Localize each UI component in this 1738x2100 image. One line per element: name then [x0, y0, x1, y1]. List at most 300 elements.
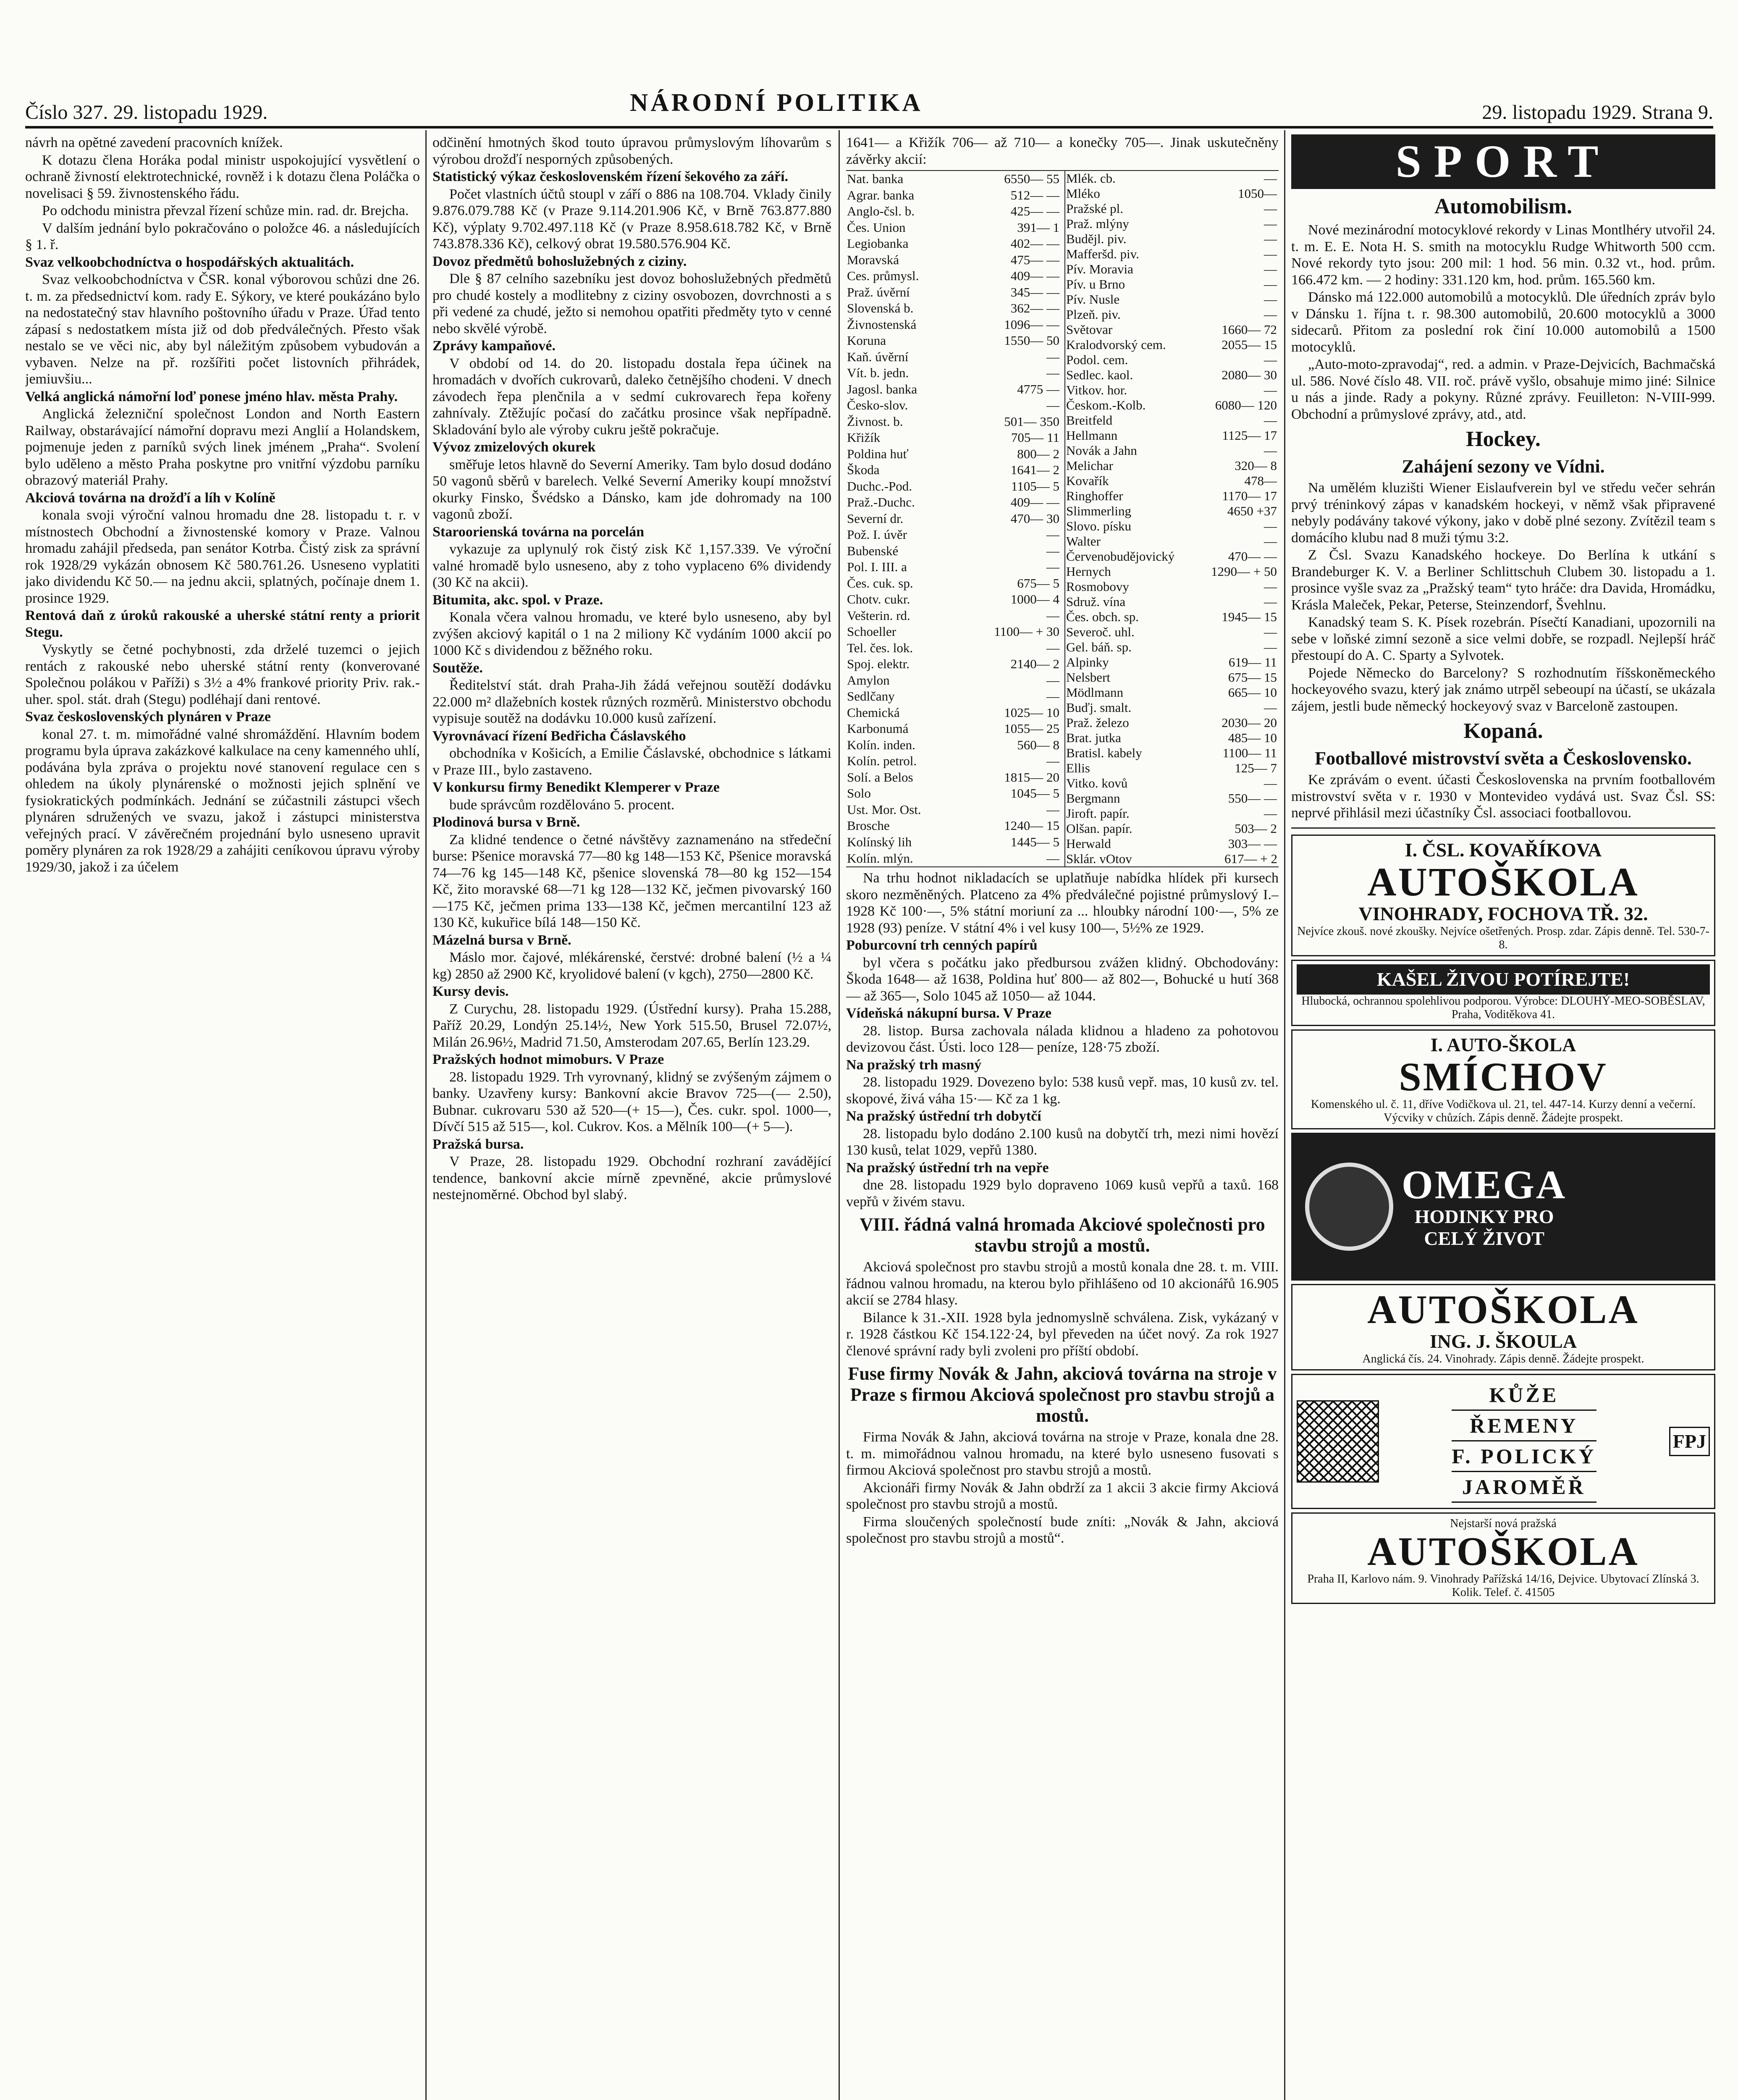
table-row — [846, 365, 1060, 381]
article-heading: Vyrovnávací řízení Bedřicha Čáslavského — [433, 728, 686, 744]
column-4 — [1291, 134, 1715, 2100]
table-row — [1065, 262, 1278, 277]
table-row — [1065, 488, 1278, 504]
stock-price: — — [1046, 559, 1059, 575]
paragraph: Firma sloučených společností bude zníti: „Novák & Jahn, akciová společnost pro stavbu strojů a mostů“. — [846, 1514, 1279, 1546]
stock-name: Jiroft. papír. — [1066, 806, 1130, 821]
table-row — [846, 414, 1060, 430]
paragraph: bude správcům rozdělováno 5. procent. — [449, 797, 675, 813]
stock-price: — — [1264, 352, 1277, 367]
stock-price: 1045— 5 — [1010, 786, 1059, 801]
stock-price: — — [1264, 413, 1277, 428]
table-row — [1065, 549, 1278, 564]
stock-name: Podol. cem. — [1066, 352, 1128, 367]
issue-number: Číslo 327. 29. listopadu 1929. — [25, 101, 268, 123]
ad-line: CELÝ ŽIVOT — [1424, 1227, 1544, 1249]
ad-headline: KAŠEL ŽIVOU POTÍREJTE! — [1297, 964, 1710, 995]
stock-price: 1105— 5 — [1011, 478, 1059, 494]
table-row — [846, 511, 1060, 527]
table-row — [1065, 594, 1278, 609]
stock-price: 1550— 50 — [1004, 333, 1059, 348]
paragraph: Kanadský team S. K. Písek rozebrán. Písečtí Kanadiani, upozornili na sebe v loňské zimní sezoně a sice velmi dobře, se rozpadl. Nejlepší hráč přestoupí do A. C. Sparty a Sylvotek. — [1291, 614, 1715, 663]
stock-name: Gel. báň. sp. — [1066, 640, 1132, 654]
ad-line: ŘEMENY — [1452, 1411, 1596, 1441]
stock-price: — — [1264, 201, 1277, 216]
table-row — [846, 494, 1060, 511]
stock-price: 2080— 30 — [1222, 368, 1277, 382]
article-heading: Na pražský trh masný — [846, 1057, 982, 1073]
ad-line: I. ČSL. KOVAŘÍKOVA — [1405, 839, 1602, 861]
stock-name: Vít. b. jedn. — [847, 365, 909, 381]
table-row — [1065, 307, 1278, 322]
table-row — [846, 769, 1060, 786]
section-title: Fuse firmy Novák & Jahn, akciová továrna na stroje v Praze s firmou Akciová společnost pro stavbu strojů a mostů. — [848, 1363, 1277, 1426]
stock-name: Walter — [1066, 534, 1101, 549]
stock-name: Kolín. inden. — [847, 737, 915, 752]
advertisement-autoskola-smichov — [1291, 1029, 1715, 1129]
table-row — [846, 737, 1060, 753]
paragraph: Akciová společnost pro stavbu strojů a mostů konala dne 28. t. m. VIII. řádnou valnou hromadu, na kterou bylo přihlášeno od 10 akcionářů 16.905 akcií se 2784 hlasy. — [846, 1259, 1279, 1308]
stock-name: Brat. jutka — [1066, 730, 1121, 745]
table-row — [1065, 806, 1278, 821]
article-heading: Pražských hodnot mimoburs. V Praze — [433, 1052, 664, 1067]
stock-name: Kolín. petrol. — [847, 753, 917, 769]
header-rule — [25, 126, 1713, 129]
stock-name: Bratisl. kabely — [1066, 746, 1142, 760]
stock-price: 501— 350 — [1004, 414, 1059, 429]
paragraph: V dalším jednání bylo pokračováno o položce 46. a následujících § 1. ř. — [25, 220, 420, 252]
column-divider — [839, 130, 840, 2100]
stock-price: 1050— — [1238, 186, 1277, 201]
paragraph: Ředitelství stát. drah Praha-Jih žádá veřejnou soutěží dodávku 22.000 m² dlažebních kostek různých rozměrů. Ministerstvo obchodu vypisuje soutěž na dodávku 10.000 kusů zařízení. — [433, 677, 831, 726]
table-row — [1065, 776, 1278, 791]
stock-name: Brosche — [847, 818, 890, 833]
stock-price: 2030— 20 — [1222, 715, 1277, 730]
stock-price: 550— — — [1228, 791, 1277, 806]
table-row — [1065, 670, 1278, 685]
stock-name: Koruna — [847, 333, 886, 348]
date-page-number: 29. listopadu 1929. Strana 9. — [1482, 101, 1713, 123]
stock-name: Živnostenská — [847, 317, 917, 332]
table-row — [846, 850, 1060, 866]
article-heading: Pražská bursa. — [433, 1136, 524, 1152]
stock-price: 125— 7 — [1235, 761, 1277, 775]
stock-price: 2140— 2 — [1010, 656, 1059, 672]
stock-name: Solí. a Belos — [847, 769, 913, 785]
stock-price: 1096— — — [1004, 317, 1059, 332]
table-row — [1065, 836, 1278, 851]
ad-line: HODINKY PRO — [1414, 1205, 1554, 1227]
table-row — [846, 559, 1060, 575]
article-heading: Velká anglická námořní loď ponese jméno hlav. města Prahy. — [25, 388, 398, 404]
table-row — [846, 705, 1060, 721]
stock-name: Křižík — [847, 430, 881, 445]
article-heading: Bitumita, akc. spol. v Praze. — [433, 592, 603, 608]
stock-name: Vitkov. hor. — [1066, 383, 1127, 397]
paragraph: Máslo mor. čajové, mlékárenské, čerstvé: drobné balení (½ a ¼ kg) 2850 až 2900 Kč, kryolidové balení (v kgch), 2750—2800 Kč. — [433, 950, 831, 982]
stock-price: — — [1046, 640, 1059, 655]
table-row — [846, 624, 1060, 640]
stock-name: Duchc.-Pod. — [847, 478, 912, 494]
stock-price: 1445— 5 — [1010, 834, 1059, 849]
table-row — [1065, 458, 1278, 473]
table-row — [1065, 655, 1278, 670]
paragraph: Na umělém kluzišti Wiener Eislaufverein byl ve středu večer sehrán prvý tréninkový zápas v kanadském hockeyi, v němž však připravené nebyly podávány takové výkony, jako v době plné sezony. Zvítězil team s domácího klubu nad 8 muži týmu 3:2. — [1291, 480, 1715, 546]
article-heading: Rentová daň z úroků rakouské a uherské státní renty a priorit Stegu. — [25, 608, 420, 640]
stock-name: Poldina huť — [847, 446, 909, 461]
stock-name: Hellmann — [1066, 428, 1118, 443]
stock-price: 1945— 15 — [1222, 609, 1277, 624]
table-row — [846, 672, 1060, 689]
section-subtitle: Zahájení sezony ve Vídni. — [1402, 456, 1605, 477]
stock-name: Spoj. elektr. — [847, 656, 910, 672]
stock-price: 303— — — [1228, 836, 1277, 851]
paragraph: obchodníka v Košicích, a Emilie Čáslavské, obchodnice s látkami v Praze III., bylo zastaveno. — [433, 746, 831, 778]
stock-name: Sedlčany — [847, 689, 895, 704]
stock-name: Legiobanka — [847, 236, 909, 251]
stock-price: — — [1046, 527, 1059, 542]
table-row — [846, 527, 1060, 543]
stock-name: Novák a Jahn — [1066, 443, 1137, 458]
paragraph: K dotazu člena Horáka podal ministr uspokojující vysvětlení o ochraně živností elektrotechnické, rovněž i k dotazu člena Poláčka o novelisaci § 59. živnostenského řádu. — [25, 152, 420, 201]
paragraph: 1641— a Křižík 706— až 710— a konečky 705—. Jinak uskutečněny závěrky akcií: — [846, 135, 1279, 167]
stock-price: — — [1264, 383, 1277, 397]
table-row — [1065, 186, 1278, 201]
stock-price: — — [1264, 171, 1277, 186]
ad-line: Hlubocká, ochrannou spolehlivou podporou. Výrobce: DLOUHÝ-MEO-SOBĚSLAV, Praha, Voditěkova 41. — [1301, 994, 1705, 1021]
stock-name: Praž. železo — [1066, 715, 1129, 730]
watch-icon — [1305, 1163, 1393, 1251]
paragraph: vykazuje za uplynulý rok čistý zisk Kč 1,157.339. Ve výroční valné hromadě bylo usneseno, aby z toho vyplaceno 6% dividendy (30 Kč na akcii). — [433, 541, 831, 590]
ad-headline: AUTOŠKOLA — [1367, 1528, 1639, 1574]
table-row — [1065, 564, 1278, 579]
table-row — [1065, 504, 1278, 519]
article-heading: Mázelná bursa v Brně. — [433, 932, 571, 948]
stock-price: — — [1264, 806, 1277, 821]
stock-price: — — [1264, 216, 1277, 231]
stock-name: Světovar — [1066, 322, 1113, 337]
ad-line: Nejstarší nová pražská — [1450, 1517, 1557, 1530]
table-row — [846, 591, 1060, 608]
stock-name: Vitko. kovů — [1066, 776, 1128, 790]
stock-price: 391— 1 — [1017, 220, 1059, 235]
stock-price: 1290— + 50 — [1211, 564, 1277, 579]
stock-price: 665— 10 — [1228, 685, 1277, 700]
stock-price: 1815— 20 — [1004, 769, 1059, 785]
table-row — [846, 349, 1060, 365]
table-row — [846, 543, 1060, 559]
ad-line: VINOHRADY, FOCHOVA TŘ. 32. — [1358, 903, 1648, 924]
table-row — [846, 187, 1060, 204]
table-row — [1065, 428, 1278, 443]
table-row — [846, 381, 1060, 398]
stock-name: Karbonumá — [847, 721, 909, 736]
paragraph: V období od 14. do 20. listopadu dostala řepa účinek na hromadách v dvořích cukrovarů, daleko četnějšího chodeni. V dnech závodech řepa plenčnila a v sedmí cukrovarech řepa kořeny zahnívaly. Ztěžujíc počasí do začátku prosince však nepřípadně. Skladování bylo ale výroby cukru ještě pokračuje. — [433, 355, 831, 438]
stock-name: Škoda — [847, 462, 880, 478]
stock-price: — — [1264, 579, 1277, 594]
table-row — [846, 802, 1060, 818]
table-row — [846, 220, 1060, 236]
stock-price: 800— 2 — [1017, 446, 1059, 461]
stock-name: Nat. banka — [847, 171, 904, 186]
stock-price: — — [1046, 753, 1059, 769]
table-row — [1065, 700, 1278, 715]
column-2 — [433, 134, 831, 2100]
table-row — [846, 688, 1060, 705]
table-row — [846, 446, 1060, 462]
article-heading: Vídeňská nákupní bursa. V Praze — [846, 1005, 1052, 1021]
stock-price: 470— 30 — [1010, 511, 1059, 526]
paragraph: Za klidné tendence o četné návštěvy zaznamenáno na středeční burse: Pšenice moravská 77—80 kg 148—153 Kč, Pšenice moravská 74—76 kg 145—148 Kč, pšenice slovenská 78—80 kg 152—154 Kč, žito moravské 68—71 kg 128—132 Kč, ječmen pivovarský 160—175 Kč, ječmen prima 133—138 Kč, ječmen mercantilní 123 až 130 Kč, kukuřice bílá 148—150 Kč. — [433, 832, 831, 930]
section-title: Kopaná. — [1463, 719, 1543, 743]
stock-price: 617— + 2 — [1224, 851, 1277, 866]
stock-price: — — [1264, 640, 1277, 654]
article-heading: Kursy devis. — [433, 984, 509, 999]
table-row — [1065, 685, 1278, 700]
article-heading: V konkursu firmy Benedikt Klemperer v Praze — [433, 780, 720, 795]
article-heading: Na pražský ústřední trh na vepře — [846, 1160, 1049, 1176]
stock-price: 409— — — [1010, 495, 1059, 510]
article-heading: Dovoz předmětů bohoslužebných z ciziny. — [433, 253, 687, 269]
stock-price: — — [1264, 231, 1277, 246]
article-heading: Staroorienská továrna na porcelán — [433, 524, 645, 540]
stock-price: 560— 8 — [1017, 737, 1059, 752]
paragraph: Pojede Německo do Barcelony? S rozhodnutím říšskoněmeckého hockeyového svazu, který jak známo utrpěl sebeoupí na účastí, se ukázala zájem, jestli bude německý hockeyový svaz v Barceloně zastoupen. — [1291, 665, 1715, 714]
table-row — [1065, 443, 1278, 458]
stock-price: 478— — [1244, 473, 1277, 488]
stock-price: 1641— 2 — [1010, 462, 1059, 478]
table-row — [846, 430, 1060, 446]
advertisement-policky — [1291, 1374, 1715, 1509]
stock-name: Severní dr. — [847, 511, 904, 526]
stock-name: Rosmobovy — [1066, 579, 1129, 594]
stock-name: Chotv. cukr. — [847, 592, 910, 607]
table-row — [846, 818, 1060, 834]
stock-price: — — [1046, 689, 1059, 704]
ad-headline: AUTOŠKOLA — [1367, 859, 1639, 904]
stock-price: — — [1046, 802, 1059, 817]
stock-price: 1660— 72 — [1222, 322, 1277, 337]
table-row — [846, 721, 1060, 737]
stock-price: 619— 11 — [1228, 655, 1277, 669]
stock-name: Česko-slov. — [847, 398, 908, 413]
paragraph: dne 28. listopadu 1929 bylo dopraveno 1069 kusů vepřů a taxů. 168 vepřů v živém stavu. — [846, 1177, 1279, 1210]
stock-name: Bubenské — [847, 543, 899, 558]
paragraph: konal 27. t. m. mimořádné valné shromáždění. Hlavním bodem programu byla úprava zakázkové kalkulace na ceny kamenného uhlí, podávána byla zpráva o projektu nové stanovení regulace cen s ohledem na úkoly plynárenské o možnosti jejich splnění ve fysiokratických podmínkách. Jednání se zúčastnili zástupci všech plynáren sdružených ve svazu, jakož i zástupci ministerstva veřejných prací. V závěrečném projednání bylo usneseno upravit poměry plynáren za rok 1928/29 a zahájiti ceníkovou úpravu výroby 1929/30, jakož i za účelem — [25, 726, 420, 875]
paragraph: návrh na opětné zavedení pracovních knížek. — [25, 135, 283, 150]
table-row — [1065, 821, 1278, 836]
table-row — [1065, 231, 1278, 247]
table-row — [1065, 247, 1278, 262]
column-1 — [25, 134, 420, 2100]
table-row — [1065, 216, 1278, 231]
stock-name: Čes. cuk. sp. — [847, 575, 913, 591]
ad-line: F. POLICKÝ — [1452, 1441, 1596, 1472]
table-row — [846, 300, 1060, 317]
stock-name: Mödlmann — [1066, 685, 1124, 700]
table-row — [1065, 715, 1278, 730]
stock-name: Červenobudějovický — [1066, 549, 1175, 564]
paragraph: Nové mezinárodní motocyklové rekordy v Linas Montlhéry utvořil 24. t. m. E. E. Nota H. S. smith na motocyklu Rudge Whitworth 500 ccm. Nové rekordy tyto jsou: 200 mil: 1 hod. 56 min. 0.32 vt., hod. prům. 166.472 km. — 2 hodiny: 331.120 km, hod. prům. 165.560 km. — [1291, 222, 1715, 288]
ad-line: ING. J. ŠKOULA — [1429, 1330, 1577, 1352]
stock-price: 503— 2 — [1235, 821, 1277, 836]
table-row — [1065, 640, 1278, 655]
paragraph: 28. listopadu bylo dodáno 2.100 kusů na dobytčí trh, mezi nimi hovězí 130 kusů, telat 1029, vepřů 1380. — [846, 1126, 1279, 1158]
stock-price: 485— 10 — [1228, 730, 1277, 745]
stock-name: Hernych — [1066, 564, 1111, 579]
stock-price: 675— 5 — [1017, 575, 1059, 591]
stock-price: — — [1264, 625, 1277, 639]
table-row — [1065, 368, 1278, 383]
paragraph: byl včera s počátku jako předbursou zvážen klidný. Obchodovány: Škoda 1648— až 1638, Poldina huť 800— až 802—, Bohucké u hutí 368— až 365—, Solo 1045 až 1050— až 1044. — [846, 955, 1279, 1004]
paragraph: V Praze, 28. listopadu 1929. Obchodní rozhraní zavádějící tendence, bankovní akcie mírně zpevněné, akcie průmyslové nestejnoměrné. Obchod byl slabý. — [433, 1154, 831, 1202]
ad-line: Praha II, Karlovo nám. 9. Vinohrady Pařížská 14/16, Dejvice. Ubytovací Zlínská 3. Kolik. Telef. č. 41505 — [1307, 1572, 1699, 1599]
stock-name: Živnost. b. — [847, 414, 903, 429]
paragraph: Akcionáři firmy Novák & Jahn obdrží za 1 akcii 3 akcie firmy Akciová společnost pro stavbu strojů a mostů. — [846, 1480, 1279, 1512]
stock-price: — — [1264, 443, 1277, 458]
fpj-logo: FPJ — [1669, 1427, 1710, 1456]
stock-name: Kralodvorský cem. — [1066, 337, 1166, 352]
paragraph: Anglická železniční společnost London and North Eastern Railway, obstarávající námořní dopravu mezi Anglií a Holandskem, pojmenuje jeden z parníků svých linek jménem „Praha“. Svolení bylo uděleno a město Praha poskytne pro vnitřní výzdobu parníku obrazový materiál Prahy. — [25, 406, 420, 488]
article-heading: Akciová továrna na drožďí a líh v Kolíně — [25, 490, 275, 506]
paragraph: konala svoji výroční valnou hromadu dne 28. listopadu t. r. v místnostech Obchodní a živnostenské komory v Praze. Valnou hromadu zahájil předseda, pan senátor Kotrba. Čistý zisk za správní rok 1928/29 vykázán obnosem Kč 580.761.26. Usneseno vyplatiti jako dividendu Kč 50.— na jednu akcii, splatných, počínaje dnem 1. prosince 1929. — [25, 507, 420, 606]
stock-price: 1055— 25 — [1004, 721, 1059, 736]
stock-name: Mléko — [1066, 186, 1100, 201]
advertisement-autoskola-kovarik — [1291, 835, 1715, 956]
article-heading: Svaz velkoobchodníctva o hospodářských aktualitách. — [25, 254, 354, 270]
stock-name: Budějl. piv. — [1066, 231, 1127, 246]
article-heading: Statistický výkaz československém řízení šekového za září. — [433, 169, 789, 184]
stock-price: 345— — — [1010, 284, 1059, 299]
stock-name: Kolín. mlýn. — [847, 850, 913, 866]
stock-name: Praž. mlýny — [1066, 216, 1129, 231]
stock-name: Ellis — [1066, 761, 1090, 775]
stock-name: Severoč. uhl. — [1066, 625, 1135, 639]
table-row — [1065, 337, 1278, 352]
table-row — [1065, 609, 1278, 625]
column-divider — [425, 130, 427, 2100]
table-row — [1065, 171, 1278, 186]
paragraph: Z Curychu, 28. listopadu 1929. (Ústřední kursy). Praha 15.288, Paříž 20.29, Londýn 25.14½, New York 515.50, Brusel 72.07½, Milán 26.96½, Madrid 71.50, Amsterodam 207.65, Berlín 123.29. — [433, 1001, 831, 1050]
stock-price: — — [1046, 398, 1059, 413]
stock-name: Herwald — [1066, 836, 1111, 851]
stock-price: — — [1264, 262, 1277, 276]
table-row — [846, 462, 1060, 478]
stock-price: 1100— 11 — [1222, 746, 1277, 760]
table-row — [1065, 851, 1278, 866]
stock-name: Čes. obch. sp. — [1066, 609, 1139, 624]
stock-name: Pív. Moravia — [1066, 262, 1133, 276]
paragraph: Počet vlastních účtů stoupl v září o 886 na 108.704. Vklady činily 9.876.079.788 Kč (v Praze 9.114.201.906 Kč, v Brně 763.877.880 Kč), výplaty 9.702.497.118 Kč (v Praze 8.958.618.782 Kč, v Brně 743.878.336 Kč), celkový obrat 19.580.576.904 Kč. — [433, 186, 831, 252]
table-row — [1065, 322, 1278, 337]
paragraph: Svaz velkoobchodníctva v ČSR. konal výborovou schůzi dne 26. t. m. za předsednictví kom. rady E. Sýkory, ve které poukázáno bylo na nedostatečný stav hlavního poštovního úřadu v Praze. Úřad tento zápasí s nedostatkem místa již od dob předválečných. Přesto však nestalo se ve věci nic, aby byl náležitým způsobem vybudován a vybaven. Nelze na př. rozšířiti počet listovních přihrádek, jemiuvšiu... — [25, 272, 420, 387]
paragraph: Dle § 87 celního sazebníku jest dovoz bohoslužebných předmětů pro chudé kostely a modlitebny z ciziny osvobozen, dovrchnosti a s při vedené za chudé, ježto si nemohou opatřiti předměty tyto v cenné nebo skvělé výrobě. — [433, 271, 831, 336]
stock-price: 705— 11 — [1011, 430, 1059, 445]
advertisement-autoskola-nejstarsi — [1291, 1512, 1715, 1604]
stock-name: Olšan. papír. — [1066, 821, 1132, 836]
stock-name: Vešterin. rd. — [847, 608, 910, 623]
article-heading: Zprávy kampaňové. — [433, 338, 556, 354]
table-row — [846, 608, 1060, 624]
ad-headline: OMEGA — [1402, 1162, 1567, 1207]
table-row — [846, 478, 1060, 495]
ad-headline: SMÍCHOV — [1399, 1054, 1608, 1099]
article-heading: Plodinová bursa v Brně. — [433, 814, 580, 830]
stock-price: 425— — — [1010, 204, 1059, 219]
stock-name: Čes. Union — [847, 220, 906, 235]
paragraph: Dánsko má 122.000 automobilů a motocyklů. Dle úředních zpráv bylo v Dánsku 1. října t. r. 98.300 automobilů, 20.600 motocyklů a 3000 sidecarů. Přitom za poslední rok činí 10.000 automobilů a 1500 motocyklů. — [1291, 289, 1715, 355]
stock-name: Sklár. vOtov — [1066, 851, 1132, 866]
stock-price: — — [1046, 543, 1059, 558]
stock-name: Slovenská b. — [847, 301, 914, 316]
stock-name: Agrar. banka — [847, 187, 915, 202]
sport-banner: SPORT — [1291, 134, 1715, 189]
article-heading: Poburcovní trh cenných papírů — [846, 937, 1038, 953]
stock-name: Kaň. úvěrní — [847, 349, 909, 364]
paragraph: Na trhu hodnot nikladacích se uplatňuje nabídka hlídek při kursech skoro nezměněných. Platceno za 4% předválečné pojistné průmyslový I.–1928 Kč 100·—, 5% státní moriuní za ... hloubky národní 100·—, 5% ze 1928 (93) peníze. V státní 4% i vel kusy 100—, 5½% ze 1929. — [846, 870, 1279, 936]
stock-name: Pol. I. III. a — [847, 559, 907, 575]
table-row — [846, 284, 1060, 301]
stock-price: — — [1264, 700, 1277, 715]
stock-name: Sdruž. vína — [1066, 594, 1126, 609]
stock-name: Praž.-Duchc. — [847, 495, 915, 510]
stock-name: Mafferšd. piv. — [1066, 247, 1139, 261]
paragraph: Z Čsl. Svazu Kanadského hockeye. Do Berlína k utkání s Brandeburger K. V. a Berliner Schlittschuh Clubem 30. listopadu a 1. prosince vyšle svaz za „Pražský team“ tyto hráče: dra Davida, Hromádku, Krásla Maleček, Pekar, Peterse, Steinzendorf, Švehlnu. — [1291, 547, 1715, 613]
stock-name: Nelsbert — [1066, 670, 1111, 685]
stock-table-right — [1064, 171, 1279, 866]
stock-price: 409— — — [1010, 268, 1059, 284]
column-divider — [1284, 130, 1285, 2100]
table-row — [846, 785, 1060, 802]
table-row — [846, 640, 1060, 656]
ad-line: Komenského ul. č. 11, dříve Vodičkova ul. 21, tel. 447-14. Kurzy denní a večerní. Výcviky v chůzích. Zápis denně. Žádejte prospekt. — [1311, 1097, 1696, 1124]
stock-price: — — [1264, 292, 1277, 307]
ad-line: KŮŽE — [1452, 1380, 1596, 1411]
stock-price: 402— — — [1010, 236, 1059, 251]
advertisement-omega — [1291, 1133, 1715, 1281]
stock-name: Kovařík — [1066, 473, 1109, 488]
table-row — [1065, 383, 1278, 398]
table-row — [1065, 791, 1278, 806]
stock-name: Tel. čes. lok. — [847, 640, 913, 655]
table-row — [846, 268, 1060, 284]
table-row — [1065, 413, 1278, 428]
paragraph: Konala včera valnou hromadu, ve které bylo usneseno, aby byl zvýšen akciový kapitál o 1 na 2 miliony Kč vydáním 1000 akcií po 1000 Kč s dividendou z běžného roku. — [433, 609, 831, 658]
table-row — [1065, 201, 1278, 216]
stock-price: 320— 8 — [1235, 458, 1277, 473]
stock-name: Ust. Mor. Ost. — [847, 802, 921, 817]
table-row — [846, 397, 1060, 414]
paragraph: odčinění hmotných škod touto úpravou průmyslovým líhovarům s výrobou drožďí nesporných způsobených. — [433, 135, 831, 167]
stock-price: 1100— + 30 — [994, 624, 1059, 639]
table-row — [846, 656, 1060, 672]
stock-name: Pražské pl. — [1066, 201, 1124, 216]
table-row — [846, 753, 1060, 769]
stock-name: Pož. I. úvěr — [847, 527, 907, 542]
ad-line: I. AUTO-ŠKOLA — [1430, 1034, 1576, 1055]
ad-line: JAROMĚŘ — [1452, 1472, 1596, 1503]
stock-name: Bergmann — [1066, 791, 1120, 806]
table-row — [846, 252, 1060, 268]
newspaper-title: NÁRODNÍ POLITIKA — [630, 89, 923, 116]
table-row — [846, 317, 1060, 333]
stock-price: 4775 — — [1017, 381, 1059, 396]
stock-name: Amylon — [847, 672, 890, 688]
stock-price: — — [1046, 608, 1059, 623]
stock-price: 675— 15 — [1228, 670, 1277, 685]
paragraph: 28. listop. Bursa zachovala nálada klidnou a hladeno za pohotovou devizovou část. Ústi. loco 128— peníze, 128·75 zboží. — [846, 1023, 1279, 1055]
stock-table — [846, 170, 1279, 867]
